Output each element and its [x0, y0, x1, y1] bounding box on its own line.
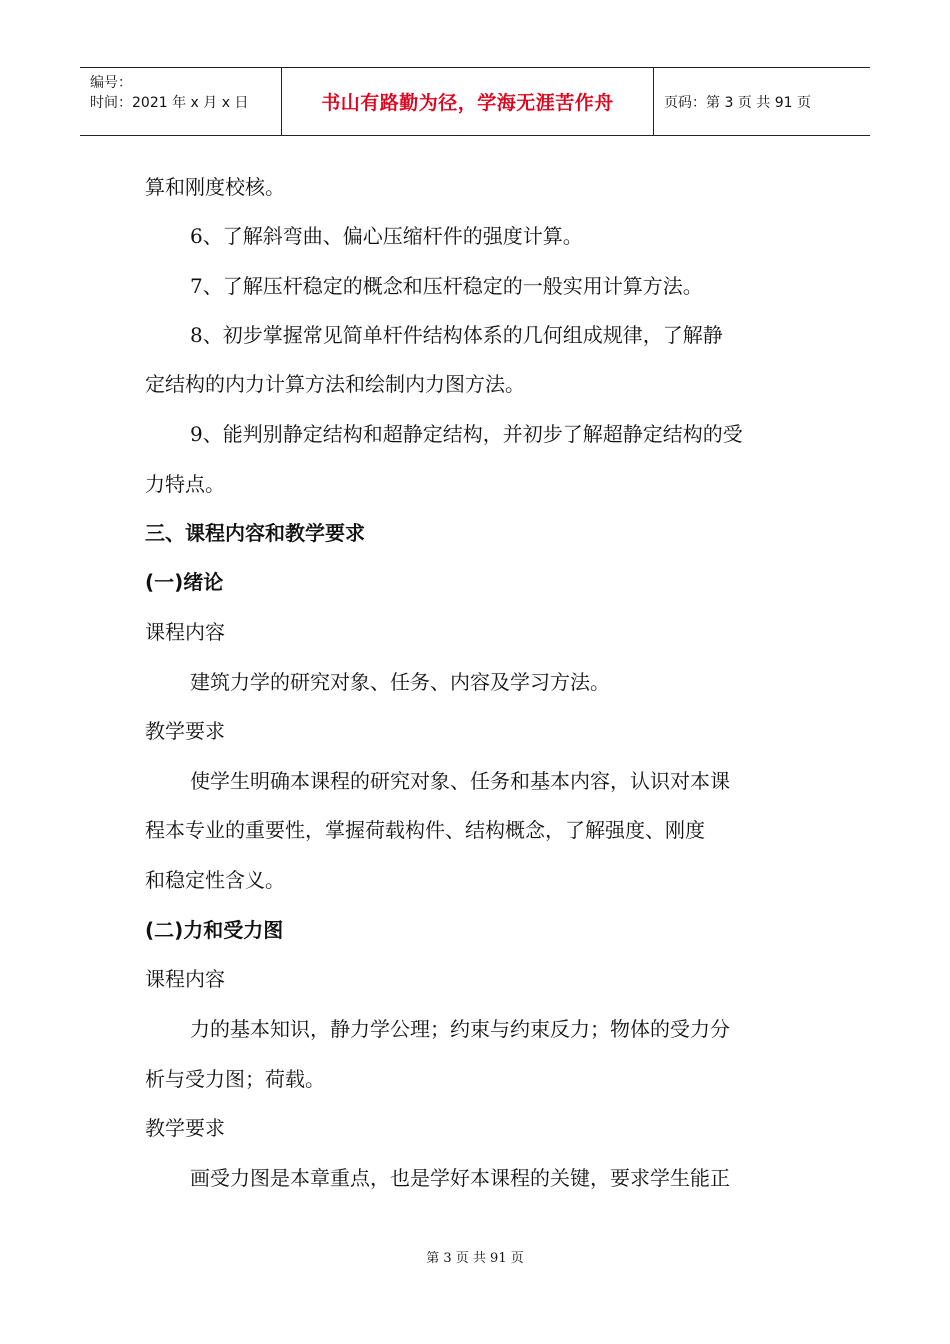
page-footer: 第 3 页 共 91 页: [426, 1251, 524, 1266]
paragraph-line: 9、能判别静定结构和超静定结构，并初步了解超静定结构的受: [190, 422, 743, 446]
subsection-heading: (一)绪论: [145, 570, 224, 594]
paragraph-line: 析与受力图；荷载。: [145, 1067, 325, 1091]
number-label: 编号：: [90, 75, 132, 91]
paragraph-line: 力特点。: [145, 472, 225, 496]
date-label: 时间：2021 年 x 月 x 日: [90, 95, 249, 111]
header-meta-cell: [80, 68, 282, 135]
paragraph-line: 8、初步掌握常见简单杆件结构体系的几何组成规律，了解静: [190, 323, 723, 347]
paragraph-line: 力的基本知识，静力学公理；约束与约束反力；物体的受力分: [190, 1017, 730, 1041]
paragraph-line: 程本专业的重要性，掌握荷载构件、结构概念，了解强度、刚度: [145, 818, 705, 842]
section-heading: 三、课程内容和教学要求: [145, 521, 365, 545]
header-motto-cell: [282, 68, 654, 135]
paragraph-line: 使学生明确本课程的研究对象、任务和基本内容，认识对本课: [190, 769, 730, 793]
header-table: [80, 67, 870, 136]
label-course-content: 课程内容: [145, 620, 225, 644]
paragraph-line: 6、了解斜弯曲、偏心压缩杆件的强度计算。: [190, 224, 583, 248]
subsection-heading: (二)力和受力图: [145, 918, 284, 942]
label-course-content: 课程内容: [145, 967, 225, 991]
paragraph-line: 建筑力学的研究对象、任务、内容及学习方法。: [190, 670, 610, 694]
label-teaching-requirements: 教学要求: [145, 719, 225, 743]
paragraph-line: 画受力图是本章重点，也是学好本课程的关键，要求学生能正: [190, 1166, 730, 1190]
label-teaching-requirements: 教学要求: [145, 1116, 225, 1140]
paragraph-line: 和稳定性含义。: [145, 868, 285, 892]
paragraph-line: 定结构的内力计算方法和绘制内力图方法。: [145, 372, 525, 396]
paragraph-line: 算和刚度校核。: [145, 175, 285, 199]
motto-text: 书山有路勤为径，学海无涯苦作舟: [321, 92, 614, 114]
paragraph-line: 7、了解压杆稳定的概念和压杆稳定的一般实用计算方法。: [190, 274, 703, 298]
header-page-cell: [654, 68, 870, 135]
page-info: 页码：第 3 页 共 91 页: [664, 94, 811, 111]
